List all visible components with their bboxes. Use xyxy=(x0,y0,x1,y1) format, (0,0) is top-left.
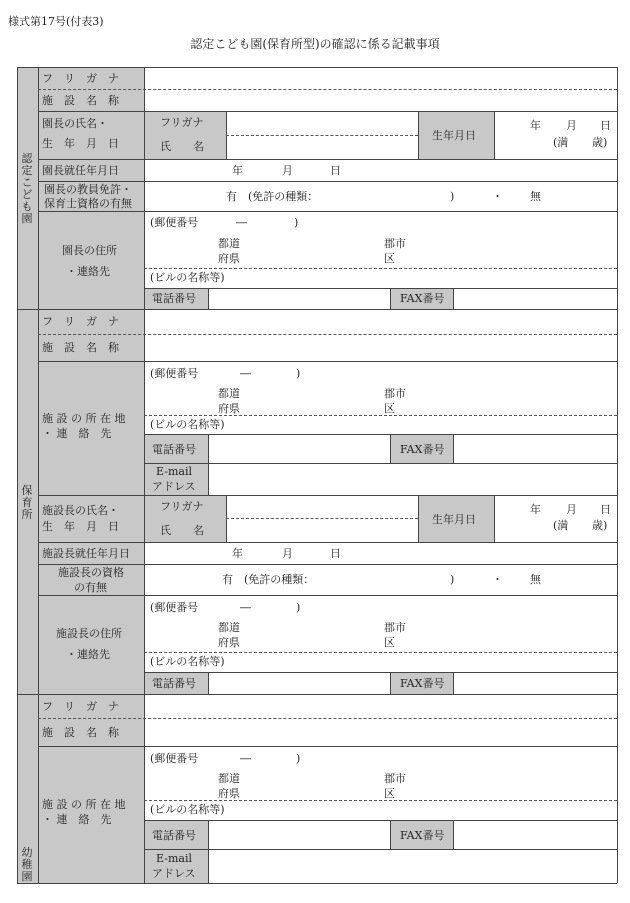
director-shimei-label: 氏 名 xyxy=(160,524,204,537)
form-static-text: 府県 xyxy=(218,787,240,800)
director-address-label-2: ・連絡先 xyxy=(66,648,110,661)
form-static-text: 有 xyxy=(222,573,233,586)
form-static-text: ― xyxy=(240,752,251,765)
hoiku-email-input[interactable] xyxy=(209,464,616,494)
yochien-fax-label: FAX番号 xyxy=(400,829,445,842)
head-furigana-label: フリガナ xyxy=(160,116,204,129)
table-rule xyxy=(144,288,617,289)
table-rule xyxy=(208,288,209,309)
table-rule xyxy=(144,800,617,801)
table-rule xyxy=(38,211,617,212)
table-rule xyxy=(38,746,617,747)
table-rule xyxy=(494,495,495,542)
hoiku-furigana-label: フ リ ガ ナ xyxy=(42,315,119,328)
hoiku-location-label-2: ・ 連 絡 先 xyxy=(42,427,112,440)
form-static-text: 郡市 xyxy=(384,237,406,250)
table-rule xyxy=(144,415,617,416)
kodomoen-facility-name-label: 施 設 名 称 xyxy=(42,94,119,107)
form-static-text: ― xyxy=(240,367,251,380)
head-appoint-label: 園長就任年月日 xyxy=(42,164,119,177)
form-static-text: ― xyxy=(236,216,247,229)
yochien-location-label-1: 施 設 の 所 在 地 xyxy=(42,798,126,811)
form-static-text: 府県 xyxy=(218,252,240,265)
label-column-yochien xyxy=(38,694,144,883)
section-label-yochien: 幼稚園 xyxy=(21,846,33,883)
form-static-text: 年 xyxy=(530,503,541,516)
form-static-text: ・ xyxy=(492,190,503,203)
form-static-text: 府県 xyxy=(218,636,240,649)
form-static-text: ― xyxy=(240,601,251,614)
form-static-text: (郵便番号 xyxy=(150,216,199,229)
table-rule xyxy=(38,495,617,496)
head-shimei-label: 氏 名 xyxy=(160,140,204,153)
form-static-text: (ビルの名称等) xyxy=(150,271,225,284)
form-static-text: 都道 xyxy=(218,772,240,785)
table-rule xyxy=(38,564,617,565)
form-static-text: ) xyxy=(296,752,301,765)
form-static-text: 都道 xyxy=(218,621,240,634)
table-rule xyxy=(453,434,454,463)
form-static-text: ) xyxy=(296,601,301,614)
kodomoen-facility-name-input[interactable] xyxy=(145,90,616,110)
hoiku-facility-name-input[interactable] xyxy=(145,335,616,360)
form-static-text: 区 xyxy=(384,252,395,265)
yochien-facility-name-label: 施 設 名 称 xyxy=(42,726,119,739)
table-rule xyxy=(38,595,617,596)
table-rule xyxy=(38,181,617,182)
yochien-phone-label: 電話番号 xyxy=(152,829,196,842)
table-rule xyxy=(38,67,39,883)
head-furigana-input[interactable] xyxy=(227,112,417,134)
form-static-text: 都道 xyxy=(218,237,240,250)
section-label-kodomoen: 認定こども園 xyxy=(21,152,33,225)
table-rule xyxy=(17,67,18,883)
yochien-location-label-2: ・ 連 絡 先 xyxy=(42,813,112,826)
form-static-text: (免許の種類： xyxy=(244,573,315,586)
form-static-text: (ビルの名称等) xyxy=(150,803,225,816)
form-static-text: (郵便番号 xyxy=(150,752,199,765)
form-static-text: (郵便番号 xyxy=(150,367,199,380)
yochien-email-label-1: E-mail xyxy=(156,852,192,865)
table-rule xyxy=(144,820,617,821)
form-static-text: (郵便番号 xyxy=(150,601,199,614)
form-static-text: 郡市 xyxy=(384,387,406,400)
yochien-email-input[interactable] xyxy=(209,850,616,882)
form-static-text: ・ xyxy=(492,573,503,586)
director-name-label-2: 生 年 月 日 xyxy=(42,520,119,533)
form-static-text: (満 xyxy=(553,519,569,532)
section-label-hoikusho: 保育所 xyxy=(21,484,33,521)
form-static-text: 月 xyxy=(566,503,577,516)
form-static-text: 歳) xyxy=(592,519,608,532)
hoiku-email-label-1: E-mail xyxy=(156,465,192,478)
table-rule xyxy=(453,672,454,694)
table-rule xyxy=(144,434,617,435)
form-static-text: (満 xyxy=(553,136,569,149)
form-static-text: 郡市 xyxy=(384,621,406,634)
form-static-text: 日 xyxy=(600,503,611,516)
yochien-facility-name-input[interactable] xyxy=(145,719,616,745)
form-static-text: ) xyxy=(294,216,299,229)
head-name-input[interactable] xyxy=(227,136,417,158)
table-rule xyxy=(453,288,454,309)
hoiku-fax-label: FAX番号 xyxy=(400,443,445,456)
director-address-label-1: 施設長の住所 xyxy=(56,627,122,640)
table-rule xyxy=(144,268,617,269)
director-qual-label-1: 施設長の資格 xyxy=(58,566,124,579)
license-label-2: 保育士資格の有無 xyxy=(44,197,132,210)
director-name-label-1: 施設長の氏名・ xyxy=(42,504,119,517)
hoiku-location-label-1: 施 設 の 所 在 地 xyxy=(42,412,126,425)
form-static-text: 年 xyxy=(232,164,243,177)
director-appoint-label: 施設長就任年月日 xyxy=(42,547,130,560)
license-label-1: 園長の教員免許・ xyxy=(44,183,132,196)
form-static-text: 日 xyxy=(330,164,341,177)
head-phone-label: 電話番号 xyxy=(152,292,196,305)
form-static-text: 月 xyxy=(282,547,293,560)
director-furigana-label: フリガナ xyxy=(160,500,204,513)
yochien-email-label-2: アドレス xyxy=(152,867,196,880)
table-rule xyxy=(144,652,617,653)
form-static-text: (免許の種類： xyxy=(248,190,319,203)
form-static-text: 無 xyxy=(530,190,541,203)
table-rule xyxy=(17,694,617,695)
form-static-text: 月 xyxy=(282,164,293,177)
table-rule xyxy=(38,542,617,543)
form-static-text: 有 xyxy=(226,190,237,203)
head-birthdate-label: 生年月日 xyxy=(432,129,476,142)
form-title: 認定こども園(保育所型)の確認に係る記載事項 xyxy=(190,37,440,51)
form-number: 様式第17号(付表3) xyxy=(8,15,104,28)
table-rule xyxy=(390,820,391,849)
table-rule xyxy=(17,309,617,310)
kodomoen-furigana-input[interactable] xyxy=(145,68,616,88)
table-rule xyxy=(390,672,391,694)
form-static-text: ) xyxy=(450,573,455,586)
kodomoen-furigana-label: フ リ ガ ナ xyxy=(42,72,119,85)
form-static-text: 日 xyxy=(330,547,341,560)
form-static-text: 府県 xyxy=(218,402,240,415)
table-rule xyxy=(390,434,391,463)
table-rule xyxy=(208,672,209,694)
table-rule xyxy=(38,361,617,362)
table-rule xyxy=(617,67,618,883)
form-static-text: 年 xyxy=(232,547,243,560)
form-static-text: 区 xyxy=(384,636,395,649)
table-rule xyxy=(38,159,617,160)
form-static-text: ) xyxy=(296,367,301,380)
director-fax-label: FAX番号 xyxy=(400,677,445,690)
form-static-text: 年 xyxy=(530,119,541,132)
head-name-label-1: 園長の氏名・ xyxy=(42,117,108,130)
form-static-text: 無 xyxy=(530,573,541,586)
director-phone-label: 電話番号 xyxy=(152,677,196,690)
form-static-text: 月 xyxy=(566,119,577,132)
form-static-text: 歳) xyxy=(592,136,608,149)
yochien-furigana-label: フ リ ガ ナ xyxy=(42,700,119,713)
table-rule xyxy=(453,820,454,849)
director-qual-label-2: の有無 xyxy=(74,581,107,594)
director-birthdate-label: 生年月日 xyxy=(432,513,476,526)
form-static-text: 郡市 xyxy=(384,772,406,785)
form-static-text: 日 xyxy=(600,119,611,132)
table-rule xyxy=(226,518,418,519)
hoiku-phone-label: 電話番号 xyxy=(152,443,196,456)
form-static-text: 区 xyxy=(384,787,395,800)
hoiku-facility-name-label: 施 設 名 称 xyxy=(42,341,119,354)
table-rule xyxy=(418,111,419,159)
form-static-text: ) xyxy=(450,190,455,203)
form-static-text: 区 xyxy=(384,402,395,415)
table-rule xyxy=(144,672,617,673)
head-fax-label: FAX番号 xyxy=(400,292,445,305)
form-static-text: 都道 xyxy=(218,387,240,400)
table-rule xyxy=(390,288,391,309)
head-name-label-2: 生 年 月 日 xyxy=(42,137,119,150)
table-rule xyxy=(494,111,495,159)
head-address-label-2: ・連絡先 xyxy=(66,265,110,278)
table-rule xyxy=(17,883,617,884)
hoiku-email-label-2: アドレス xyxy=(152,480,196,493)
table-rule xyxy=(144,67,145,883)
table-rule xyxy=(418,495,419,542)
form-static-text: (ビルの名称等) xyxy=(150,418,225,431)
head-address-label-1: 園長の住所 xyxy=(62,244,117,257)
form-static-text: (ビルの名称等) xyxy=(150,655,225,668)
